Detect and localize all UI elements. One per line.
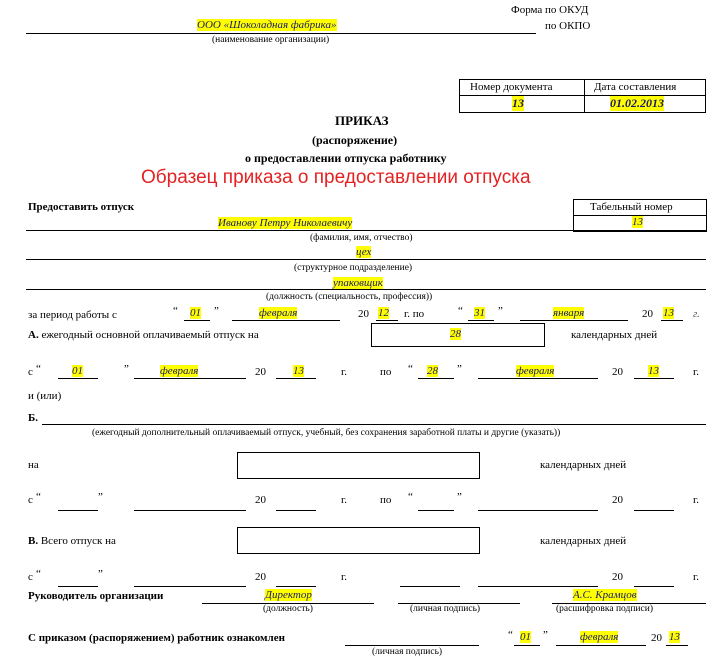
work-to-year[interactable]: 13 bbox=[663, 307, 674, 319]
section-c-year-suffix: г. bbox=[341, 571, 348, 583]
okpo-label: по ОКПО bbox=[545, 20, 591, 32]
section-a-to-label: по bbox=[380, 366, 392, 378]
work-to-day-line bbox=[468, 320, 494, 321]
section-a-from-day-line bbox=[58, 378, 98, 379]
tabel-number-table bbox=[573, 199, 707, 232]
order-subtitle: (распоряжение) bbox=[312, 133, 398, 147]
quote-close: ” bbox=[98, 568, 103, 580]
quote-open: “ bbox=[36, 568, 41, 580]
employee-caption: (фамилия, имя, отчество) bbox=[310, 233, 413, 243]
section-b-to-label: по bbox=[380, 494, 392, 506]
section-c-days-label: календарных дней bbox=[540, 535, 627, 547]
position-value[interactable]: упаковщик bbox=[333, 277, 383, 289]
section-b-from-year-suffix: г. bbox=[341, 494, 348, 506]
section-c-days-box[interactable] bbox=[237, 527, 480, 554]
work-to-month-line bbox=[520, 320, 628, 321]
section-c-from-month-line[interactable] bbox=[134, 586, 246, 587]
grant-label: Предоставить отпуск bbox=[28, 201, 135, 213]
order-title: ПРИКАЗ bbox=[335, 113, 389, 128]
ack-label: С приказом (распоряжением) работник ознакомлен bbox=[28, 632, 285, 644]
or-label: и (или) bbox=[28, 390, 62, 402]
quote-open: “ bbox=[408, 363, 413, 375]
doc-number-header: Номер документа bbox=[470, 81, 553, 93]
section-a-letter: А. bbox=[28, 329, 39, 341]
work-to-day[interactable]: 31 bbox=[474, 307, 485, 319]
section-c-to-month-line[interactable] bbox=[478, 586, 598, 587]
section-b-caption: (ежегодный дополнительный оплачиваемый отпуск, учебный, без сохранения заработной платы и другие (указать)) bbox=[92, 428, 561, 438]
quote-open: “ bbox=[508, 629, 513, 641]
ack-month[interactable]: февраля bbox=[580, 631, 619, 643]
section-c-to-year-line[interactable] bbox=[634, 586, 674, 587]
section-b-to-day-line[interactable] bbox=[418, 510, 454, 511]
ack-month-line bbox=[556, 645, 646, 646]
section-b-from-year-line[interactable] bbox=[276, 510, 316, 511]
tabel-value[interactable]: 13 bbox=[632, 216, 643, 228]
section-a-to-year-suffix: г. bbox=[693, 366, 700, 378]
work-from-day[interactable]: 01 bbox=[190, 307, 201, 319]
section-b-to-year-prefix: 20 bbox=[612, 494, 623, 506]
section-b-from-year-prefix: 20 bbox=[255, 494, 266, 506]
department-line bbox=[26, 259, 706, 260]
section-c-text: Всего отпуск на bbox=[40, 535, 116, 547]
work-year-suffix: г. bbox=[693, 308, 700, 320]
employee-line bbox=[26, 230, 706, 231]
work-from-month-line bbox=[232, 320, 340, 321]
section-a-to-day[interactable]: 28 bbox=[427, 365, 438, 377]
head-position-caption: (должность) bbox=[263, 604, 313, 614]
section-a-to-day-line bbox=[418, 378, 454, 379]
position-line bbox=[26, 289, 706, 290]
quote-close: ” bbox=[457, 363, 462, 375]
section-b-days-label: календарных дней bbox=[540, 459, 627, 471]
work-from-year-line bbox=[376, 320, 398, 321]
section-b-on-label: на bbox=[28, 459, 39, 471]
quote-close: ” bbox=[457, 491, 462, 503]
section-a-days-value[interactable]: 28 bbox=[450, 328, 461, 340]
work-to-year-line bbox=[661, 320, 683, 321]
quote-close: ” bbox=[543, 629, 548, 641]
section-c-letter: В. bbox=[28, 535, 39, 547]
doc-number-value[interactable]: 13 bbox=[512, 96, 524, 110]
section-b-from-label: с bbox=[28, 494, 33, 506]
position-caption: (должность (специальность, профессия)) bbox=[266, 292, 433, 302]
section-a-from-year-prefix: 20 bbox=[255, 366, 266, 378]
section-c-to-year-suffix: г. bbox=[693, 571, 700, 583]
section-b-to-year-suffix: г. bbox=[693, 494, 700, 506]
quote-open: “ bbox=[408, 491, 413, 503]
sample-title: Образец приказа о предоставлении отпуска bbox=[141, 167, 531, 188]
quote-close: ” bbox=[498, 305, 503, 317]
section-b-from-day-line[interactable] bbox=[58, 510, 98, 511]
section-a-to-year-line bbox=[634, 378, 674, 379]
section-a-from-year-suffix: г. bbox=[341, 366, 348, 378]
ack-signature-caption: (личная подпись) bbox=[372, 647, 443, 657]
section-a-from-label: с bbox=[28, 366, 33, 378]
section-b-days-box[interactable] bbox=[237, 452, 480, 479]
section-b-line bbox=[42, 424, 706, 425]
head-name-caption: (расшифровка подписи) bbox=[556, 604, 653, 614]
section-c-to-day-line[interactable] bbox=[400, 586, 460, 587]
quote-close: ” bbox=[98, 491, 103, 503]
quote-open: “ bbox=[36, 363, 41, 375]
employee-name[interactable]: Иванову Петру Николаевичу bbox=[218, 217, 353, 229]
quote-open: “ bbox=[173, 305, 178, 317]
head-position[interactable]: Директор bbox=[265, 589, 312, 601]
section-a-to-month-line bbox=[478, 378, 598, 379]
ack-year-prefix: 20 bbox=[651, 632, 662, 644]
okud-label: Форма по ОКУД bbox=[511, 4, 589, 16]
section-c-year-line[interactable] bbox=[276, 586, 316, 587]
organization-line bbox=[26, 33, 536, 34]
section-a-to-month[interactable]: февраля bbox=[516, 365, 555, 377]
head-name[interactable]: А.С. Крамцов bbox=[573, 589, 637, 601]
section-a-from-month-line bbox=[134, 378, 246, 379]
work-to-label: г. по bbox=[404, 308, 425, 320]
quote-close: ” bbox=[214, 305, 219, 317]
order-purpose: о предоставлении отпуска работнику bbox=[245, 151, 447, 165]
section-a-from-month[interactable]: февраля bbox=[160, 365, 199, 377]
section-a-text: ежегодный основной оплачиваемый отпуск на bbox=[41, 329, 259, 341]
doc-date-value[interactable]: 01.02.2013 bbox=[610, 96, 664, 110]
quote-open: “ bbox=[458, 305, 463, 317]
doc-number-table bbox=[459, 79, 706, 113]
ack-year-line bbox=[666, 645, 688, 646]
section-c-from-day-line[interactable] bbox=[58, 586, 98, 587]
department-value[interactable]: цех bbox=[356, 246, 372, 258]
work-from-month[interactable]: февраля bbox=[259, 307, 298, 319]
work-from-day-line bbox=[184, 320, 210, 321]
section-c-year-prefix: 20 bbox=[255, 571, 266, 583]
work-to-month[interactable]: января bbox=[553, 307, 585, 319]
doc-date-header: Дата составления bbox=[594, 81, 677, 93]
work-period-label: за период работы с bbox=[28, 309, 117, 321]
section-c-label bbox=[28, 535, 116, 547]
head-signature-caption: (личная подпись) bbox=[410, 604, 481, 614]
organization-caption: (наименование организации) bbox=[212, 35, 330, 45]
section-b-label: Б. bbox=[28, 412, 39, 424]
section-c-from-label: с bbox=[28, 571, 33, 583]
section-a-from-day[interactable]: 01 bbox=[72, 365, 83, 377]
ack-day-line bbox=[514, 645, 540, 646]
quote-close: ” bbox=[124, 363, 129, 375]
section-a-days-label: календарных дней bbox=[571, 329, 658, 341]
work-from-year[interactable]: 12 bbox=[378, 307, 389, 319]
section-a-from-year-line bbox=[276, 378, 316, 379]
section-b-to-month-line[interactable] bbox=[478, 510, 598, 511]
section-a-to-year[interactable]: 13 bbox=[648, 365, 659, 377]
ack-year[interactable]: 13 bbox=[669, 631, 680, 643]
work-from-year-prefix: 20 bbox=[358, 308, 369, 320]
tabel-header: Табельный номер bbox=[590, 201, 673, 213]
quote-open: “ bbox=[36, 491, 41, 503]
ack-signature-line[interactable] bbox=[345, 645, 479, 646]
section-a-to-year-prefix: 20 bbox=[612, 366, 623, 378]
department-caption: (структурное подразделение) bbox=[294, 263, 413, 273]
ack-day[interactable]: 01 bbox=[520, 631, 531, 643]
section-a-label bbox=[28, 329, 259, 341]
work-to-year-prefix: 20 bbox=[642, 308, 653, 320]
section-b-from-month-line[interactable] bbox=[134, 510, 246, 511]
organization-name[interactable]: ООО «Шоколадная фабрика» bbox=[197, 19, 337, 31]
section-b-to-year-line[interactable] bbox=[634, 510, 674, 511]
section-a-from-year[interactable]: 13 bbox=[293, 365, 304, 377]
head-label: Руководитель организации bbox=[28, 590, 164, 602]
section-a-days-box[interactable] bbox=[371, 323, 545, 347]
section-c-to-year-prefix: 20 bbox=[612, 571, 623, 583]
